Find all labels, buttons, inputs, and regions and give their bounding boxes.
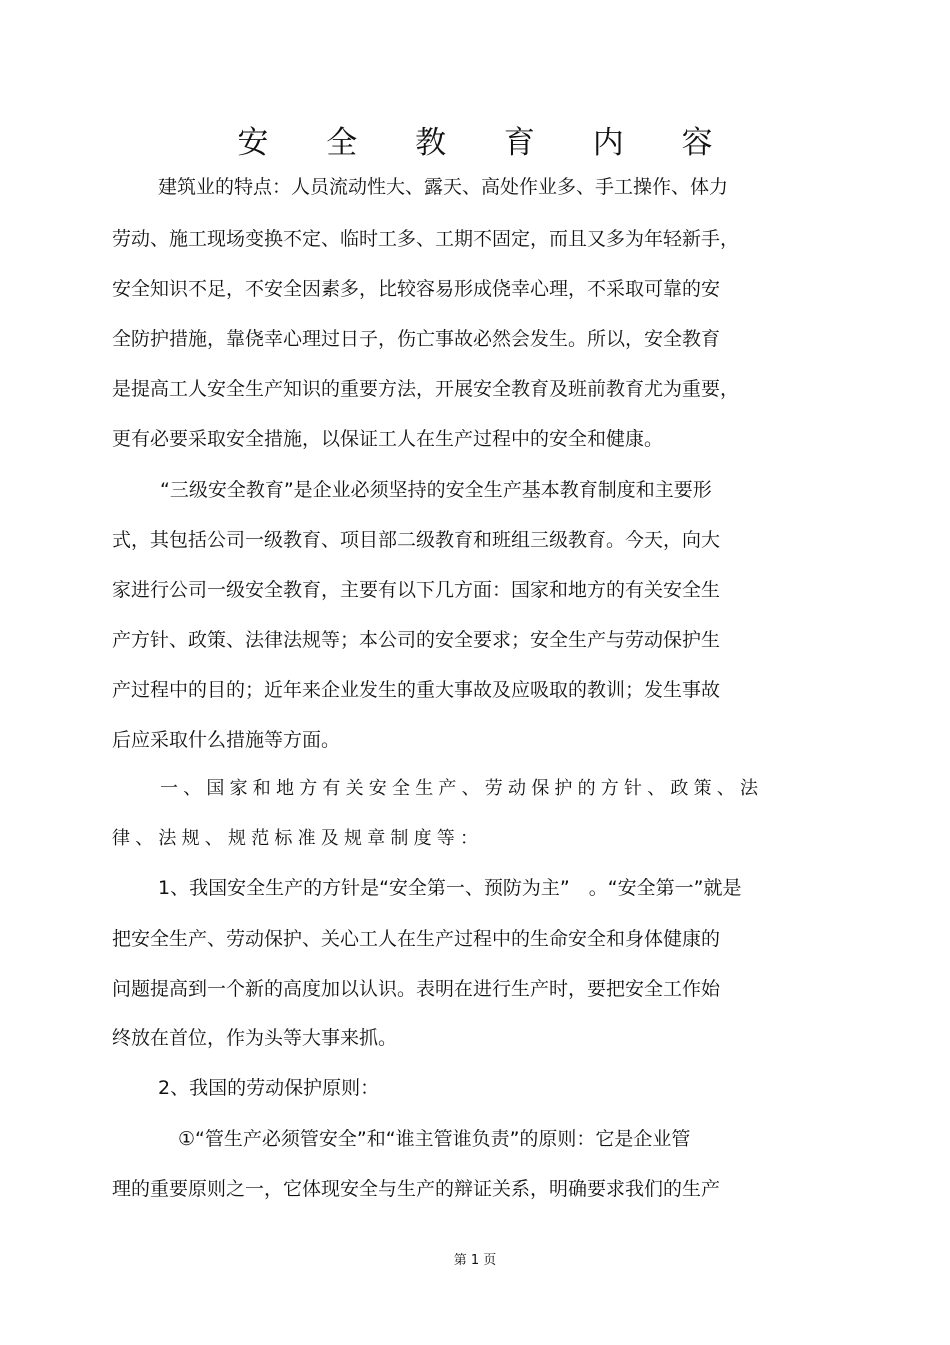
text-line: 家进行公司一级安全教育，主要有以下几方面：国家和地方的有关安全生 — [112, 579, 721, 601]
text-line: 更有必要采取安全措施，以保证工人在生产过程中的安全和健康。 — [112, 428, 664, 450]
text-line: ①“管生产必须管安全”和“谁主管谁负责”的原则：它是企业管 — [178, 1128, 691, 1150]
text-line: 产过程中的目的；近年来企业发生的重大事故及应吸取的教训；发生事故 — [112, 679, 721, 701]
text-line: “三级安全教育”是企业必须坚持的安全生产基本教育制度和主要形 — [160, 479, 712, 501]
text-line: 产方针、政策、法律法规等；本公司的安全要求；安全生产与劳动保护生 — [112, 629, 721, 651]
text-line: 劳动、施工现场变换不定、临时工多、工期不固定，而且又多为年轻新手， — [112, 228, 740, 250]
text-line: 1、我国安全生产的方针是“安全第一、预防为主” 。“安全第一”就是 — [158, 877, 742, 899]
page-title: 安 全 教 育 内 容 — [237, 125, 737, 161]
text-line: 式，其包括公司一级教育、项目部二级教育和班组三级教育。今天，向大 — [112, 529, 721, 551]
text-line: 后应采取什么措施等方面。 — [112, 729, 341, 751]
text-line: 全防护措施，靠侥幸心理过日子，伤亡事故必然会发生。所以，安全教育 — [112, 328, 721, 350]
text-line: 安全知识不足，不安全因素多，比较容易形成侥幸心理，不采取可靠的安 — [112, 278, 721, 300]
text-line: 问题提高到一个新的高度加以认识。表明在进行生产时，要把安全工作始 — [112, 978, 721, 1000]
text-line: 建筑业的特点：人员流动性大、露天、高处作业多、手工操作、体力 — [158, 176, 729, 198]
page-number: 第 1 页 — [453, 1253, 497, 1268]
text-line: 理的重要原则之一，它体现安全与生产的辩证关系，明确要求我们的生产 — [112, 1178, 721, 1200]
text-line: 是提高工人安全生产知识的重要方法，开展安全教育及班前教育尤为重要， — [112, 378, 740, 400]
section-heading: 律、法规、规范标准及规章制度等： — [112, 828, 484, 849]
text-line: 把安全生产、劳动保护、关心工人在生产过程中的生命安全和身体健康的 — [112, 928, 721, 950]
text-line: 终放在首位，作为头等大事来抓。 — [112, 1027, 398, 1049]
section-heading: 一、国家和地方有关安全生产、劳动保护的方针、政策、法 — [160, 778, 764, 799]
text-line: 2、我国的劳动保护原则： — [158, 1077, 380, 1099]
